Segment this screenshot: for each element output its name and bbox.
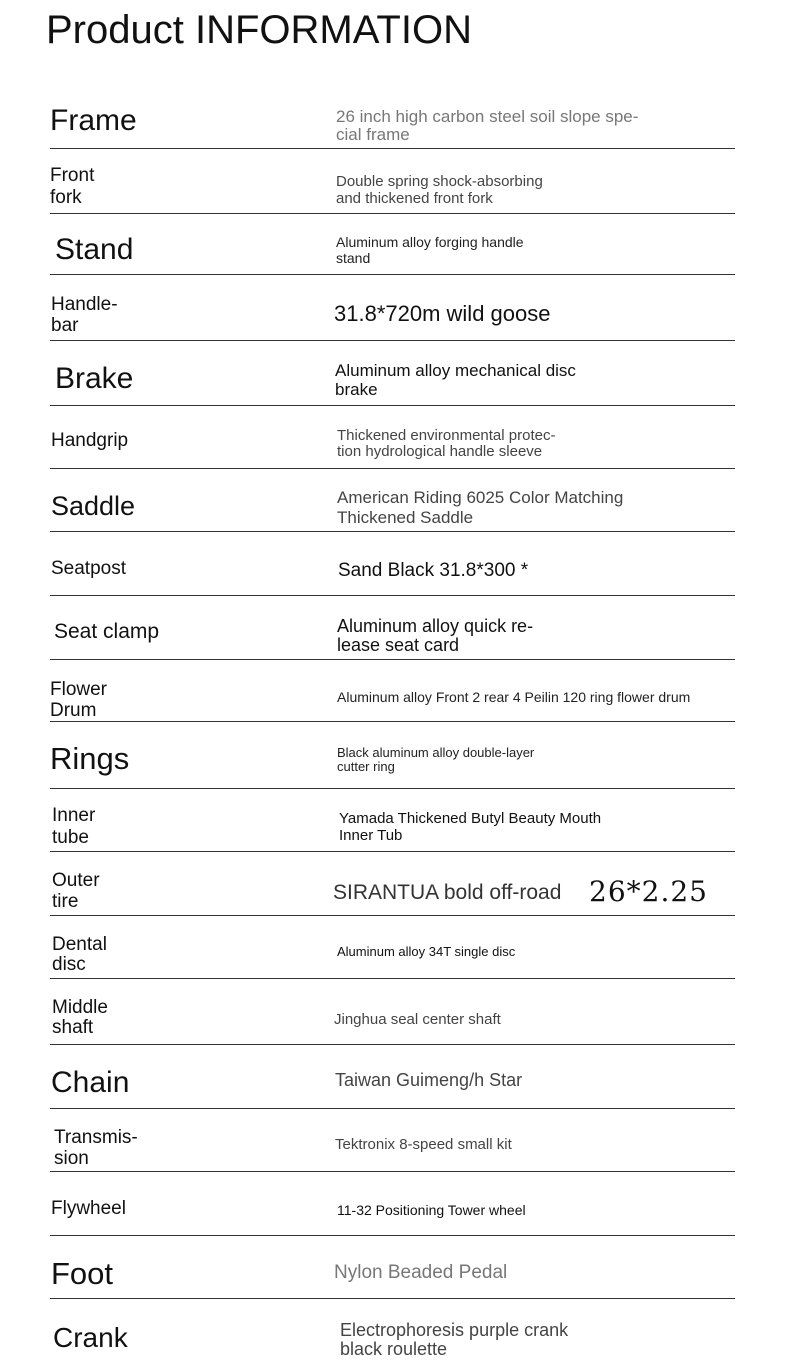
- spec-row-outer-tire: [50, 851, 735, 916]
- page-title: Product INFORMATION: [46, 8, 472, 52]
- spec-row-seatpost: [50, 531, 735, 596]
- spec-value: American Riding 6025 Color Matching Thickened Saddle: [337, 488, 624, 527]
- spec-value: 11-32 Positioning Tower wheel: [337, 1202, 526, 1218]
- spec-row-foot: [50, 1235, 735, 1299]
- spec-row-flower-drum: [50, 659, 735, 722]
- spec-row-transmission: [50, 1108, 735, 1172]
- spec-row-stand: [50, 213, 735, 275]
- spec-row-handlebar: [50, 274, 735, 341]
- spec-label: Front fork: [50, 165, 95, 208]
- spec-label: Seat clamp: [54, 620, 160, 643]
- spec-value: Jinghua seal center shaft: [334, 1011, 501, 1028]
- spec-value: Aluminum alloy 34T single disc: [337, 944, 516, 959]
- spec-value: Aluminum alloy Front 2 rear 4 Peilin 120 ring flower drum: [337, 689, 691, 705]
- spec-label: Crank: [53, 1322, 128, 1353]
- spec-value: Double spring shock-absorbing and thickened front fork: [336, 173, 543, 207]
- spec-value: Aluminum alloy mechanical disc brake: [335, 361, 576, 399]
- spec-label: Flywheel: [51, 1198, 126, 1219]
- spec-row-middle-shaft: [50, 978, 735, 1045]
- spec-label: Handle- bar: [51, 294, 118, 336]
- spec-label: Seatpost: [51, 558, 126, 579]
- spec-row-front-fork: [50, 148, 735, 214]
- spec-row-seat-clamp: [50, 595, 735, 660]
- spec-row-flywheel: [50, 1171, 735, 1236]
- spec-label: Handgrip: [51, 430, 129, 451]
- spec-label: Chain: [51, 1066, 130, 1099]
- spec-value: Taiwan Guimeng/h Star: [335, 1070, 523, 1090]
- spec-row-saddle: [50, 468, 735, 532]
- spec-label: Transmis- sion: [54, 1127, 138, 1169]
- spec-label: Dental disc: [52, 934, 107, 975]
- spec-row-inner-tube: [50, 788, 735, 852]
- spec-value: Sand Black 31.8*300 *: [338, 560, 529, 581]
- spec-value: Yamada Thickened Butyl Beauty Mouth Inner Tub: [339, 810, 602, 844]
- spec-value: Tektronix 8-speed small kit: [335, 1136, 512, 1153]
- spec-value: Aluminum alloy forging handle stand: [336, 234, 524, 266]
- spec-label: Inner tube: [52, 805, 96, 848]
- spec-label: Flower Drum: [50, 679, 108, 721]
- spec-value-size: 26*2.25: [589, 875, 708, 908]
- spec-label: Middle shaft: [52, 997, 108, 1038]
- spec-value: Electrophoresis purple crank black roulette: [340, 1320, 569, 1359]
- spec-row-handgrip: [50, 405, 735, 469]
- spec-label: Rings: [50, 741, 130, 776]
- spec-value: 26 inch high carbon steel soil slope spe- cial frame: [336, 107, 639, 144]
- spec-label: Frame: [50, 104, 137, 137]
- spec-value: SIRANTUA bold off-road: [333, 881, 562, 904]
- spec-label: Saddle: [51, 491, 136, 521]
- spec-value: 31.8*720m wild goose: [334, 301, 551, 326]
- spec-label: Outer tire: [52, 870, 100, 912]
- spec-row-crank: [50, 1298, 735, 1364]
- spec-row-frame: [50, 96, 735, 149]
- spec-value: Thickened environmental protec- tion hydrological handle sleeve: [337, 427, 556, 460]
- spec-row-dental-disc: [50, 915, 735, 979]
- spec-row-chain: [50, 1044, 735, 1109]
- spec-label: Foot: [51, 1256, 114, 1291]
- spec-label: Brake: [55, 362, 134, 395]
- spec-row-rings: [50, 721, 735, 789]
- spec-value: Black aluminum alloy double-layer cutter ring: [337, 745, 535, 774]
- spec-row-brake: [50, 340, 735, 406]
- spec-value: Nylon Beaded Pedal: [334, 1262, 508, 1283]
- spec-value: Aluminum alloy quick re- lease seat card: [337, 616, 534, 655]
- spec-label: Stand: [55, 233, 134, 266]
